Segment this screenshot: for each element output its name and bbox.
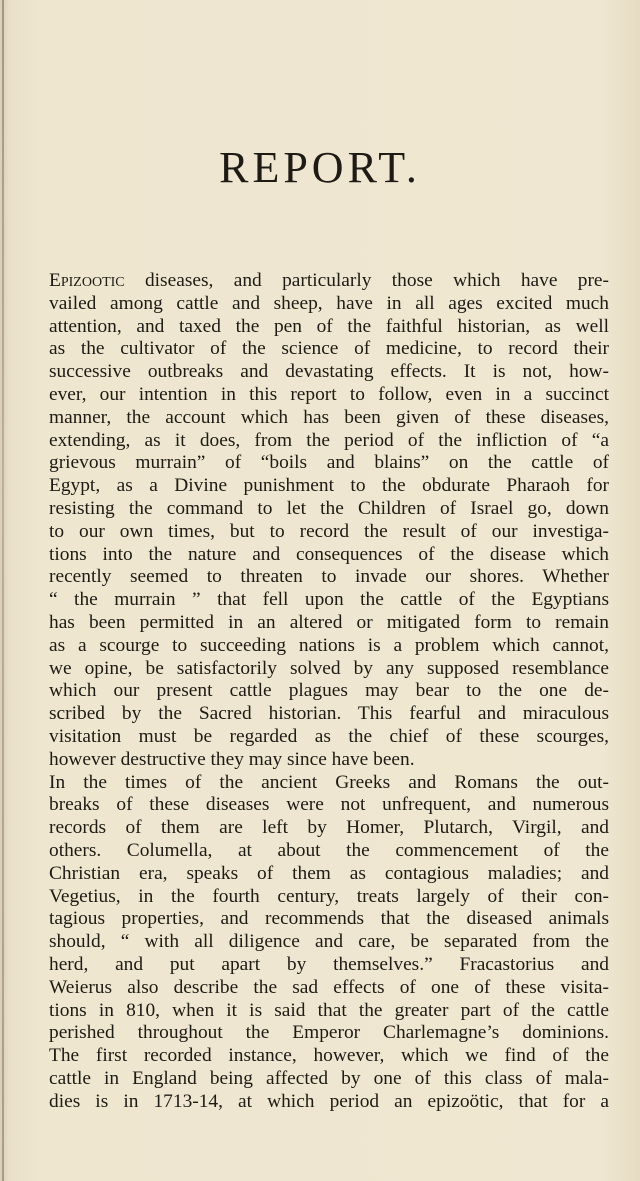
text-line: manner, the account which has been given of these diseases, (49, 406, 609, 428)
text-line: tions in 810, when it is said that the greater part of the cattle (49, 999, 609, 1021)
text-line: as a scourge to succeeding nations is a problem which cannot, (49, 634, 609, 656)
text-line: as the cultivator of the science of medicine, to record their (49, 338, 609, 360)
body-text (49, 270, 609, 1113)
text-line: scribed by the Sacred historian. This fearful and miraculous (49, 703, 609, 725)
text-line: however destructive they may since have been. (49, 748, 415, 770)
text-line: vailed among cattle and sheep, have in all ages excited much (49, 292, 609, 314)
text-line: Egypt, as a Divine punishment to the obdurate Pharaoh for (49, 475, 609, 497)
text-line: ever, our intention in this report to follow, even in a succinct (49, 383, 609, 405)
text-line: grievous murrain” of “boils and blains” on the cattle of (49, 452, 609, 474)
text-line: tagious properties, and recommends that the diseased animals (49, 908, 609, 930)
text-line: “ the murrain ” that fell upon the cattle of the Egyptians (49, 589, 609, 611)
text-line: The first recorded instance, however, which we find of the (49, 1045, 609, 1067)
text-line: Epizootic diseases, and particularly those which have pre- (49, 270, 609, 291)
page-title: REPORT. (219, 143, 421, 192)
text-line: Vegetius, in the fourth century, treats largely of their con- (49, 885, 609, 907)
text-line: we opine, be satisfactorily solved by any supposed resemblance (49, 657, 609, 679)
text-line: should, “ with all diligence and care, be separated from the (49, 931, 609, 953)
text-line: In the times of the ancient Greeks and Romans the out- (49, 771, 609, 793)
text-line: Christian era, speaks of them as contagious maladies; and (49, 862, 609, 884)
text-line: tions into the nature and consequences of the disease which (49, 543, 609, 565)
text-line: records of them are left by Homer, Plutarch, Virgil, and (49, 817, 609, 839)
text-line: breaks of these diseases were not unfrequent, and numerous (49, 794, 609, 816)
text-line: visitation must be regarded as the chief of these scourges, (49, 725, 609, 747)
text-line: perished throughout the Emperor Charlemagne’s dominions. (49, 1022, 609, 1044)
text-line: extending, as it does, from the period of the infliction of “a (49, 429, 609, 451)
text-line: which our present cattle plagues may bear to the one de- (49, 680, 609, 702)
text-line: successive outbreaks and devastating effects. It is not, how- (49, 361, 609, 383)
text-line: to our own times, but to record the result of our investiga- (49, 520, 609, 542)
text-line: has been permitted in an altered or mitigated form to remain (49, 611, 609, 633)
text-line: resisting the command to let the Children of Israel go, down (49, 497, 609, 519)
text-line: others. Columella, at about the commencement of the (49, 839, 609, 861)
lead-word: Epizootic (49, 270, 125, 291)
text-line: recently seemed to threaten to invade our shores. Whether (49, 566, 609, 588)
text-line: dies is in 1713-14, at which period an epizoötic, that for a (49, 1090, 609, 1112)
text-line: herd, and put apart by themselves.” Fracastorius and (49, 953, 609, 975)
text-line: cattle in England being affected by one of this class of mala- (49, 1067, 609, 1089)
text-line: Weierus also describe the sad effects of one of these visita- (49, 976, 609, 998)
text-line: attention, and taxed the pen of the faithful historian, as well (49, 315, 609, 337)
